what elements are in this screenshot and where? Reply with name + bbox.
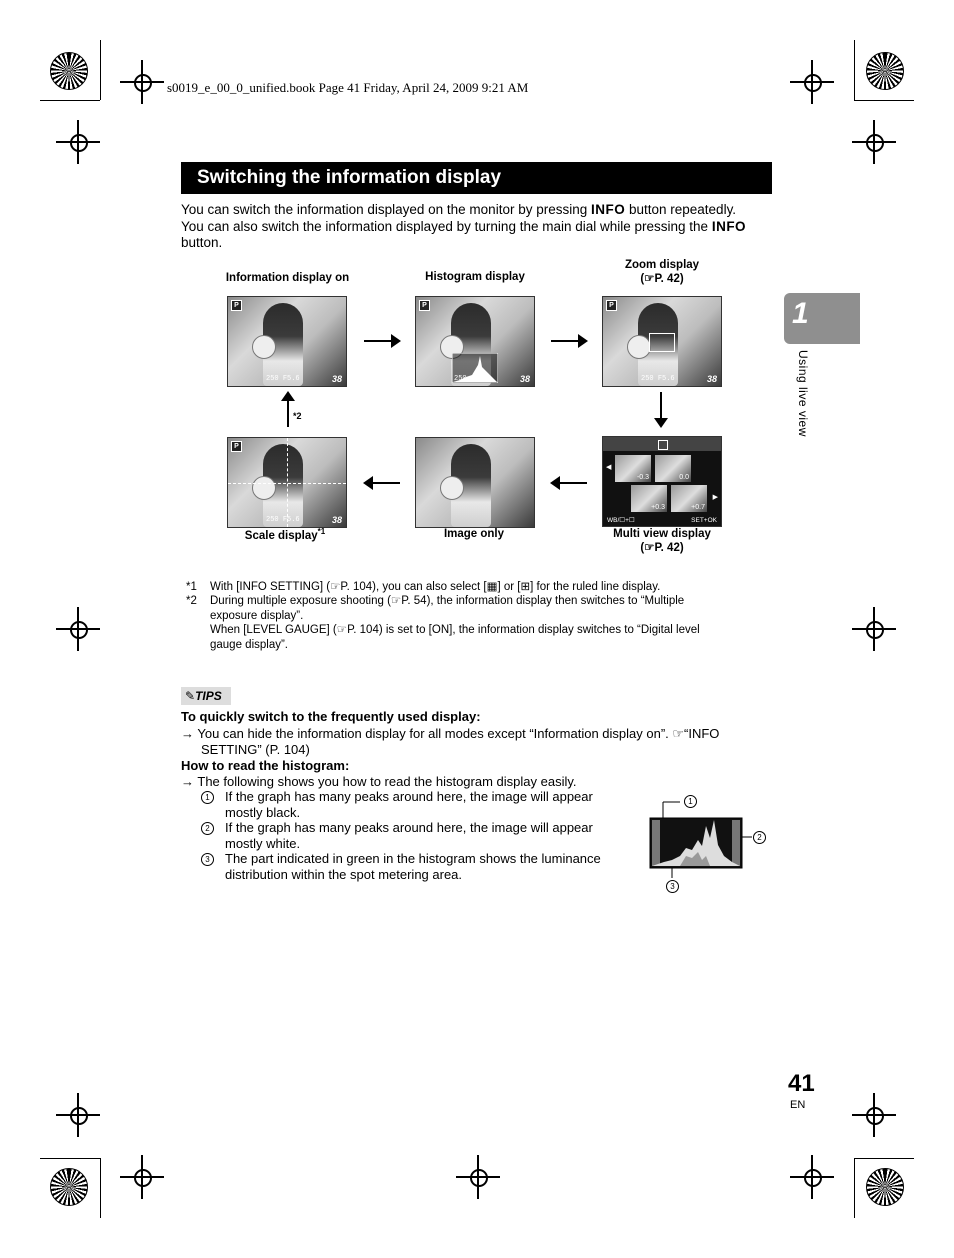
item-line: If the graph has many peaks around here, the image will appear <box>225 820 593 835</box>
footnote-mark: *2 <box>186 595 197 607</box>
multi-hint-left: WB/☐+☐ <box>607 517 635 524</box>
exposure-readout <box>641 375 675 383</box>
chapter-tab <box>784 293 860 344</box>
color-target-icon <box>866 1168 904 1206</box>
thumbnail <box>671 485 707 512</box>
crop-mark <box>854 1158 914 1159</box>
scroll-left-icon: ◀ <box>606 464 612 471</box>
scroll-right-icon: ▶ <box>712 494 718 501</box>
note-icon: ✎ <box>185 689 196 703</box>
tips-badge <box>181 687 231 705</box>
item-line: mostly white. <box>225 835 301 851</box>
crop-mark <box>854 1158 855 1218</box>
callout-number: 3 <box>666 880 679 893</box>
shot-count: 38 <box>331 374 342 384</box>
exposure-readout <box>454 375 488 383</box>
item-line: If the graph has many peaks around here, the image will appear <box>225 789 593 804</box>
exposure-comp-icon <box>658 440 668 450</box>
color-target-icon <box>50 52 88 90</box>
tip-text <box>181 726 771 757</box>
footnote-text <box>210 594 770 652</box>
mode-icon: P <box>231 441 242 452</box>
arrow-up-icon <box>287 393 289 427</box>
label-info-display-on: Information display on <box>225 272 350 284</box>
histogram-illustration <box>640 790 770 895</box>
label-image-only: Image only <box>443 528 505 540</box>
screen-info-display-on <box>227 296 347 387</box>
arrow-left-icon <box>365 482 400 484</box>
tip-heading: To quickly switch to the frequently used display: <box>181 709 481 724</box>
language-code: EN <box>790 1099 806 1111</box>
shutter-value: 250 <box>641 375 654 383</box>
footnote-mark: *1 <box>186 581 197 593</box>
footnote-line: During multiple exposure shooting (☞P. 54), the information display then switches to “Multiple <box>210 595 685 607</box>
footnote-line: exposure display”. <box>210 609 304 622</box>
label-multi-view <box>592 528 732 554</box>
thumbnail <box>655 455 691 482</box>
registration-mark-icon <box>66 1103 90 1127</box>
arrow-right-icon <box>551 340 586 342</box>
tips-label: TIPS <box>195 689 222 703</box>
footnote-ref: *1 <box>317 527 326 536</box>
color-target-icon <box>50 1168 88 1206</box>
thumbnail-value: 0.0 <box>679 474 689 481</box>
crop-mark <box>100 40 101 100</box>
crop-mark <box>40 1158 100 1159</box>
intro-text: You can switch the information displayed on the monitor by pressing <box>181 202 591 217</box>
chapter-number: 1 <box>792 297 809 330</box>
histogram-list <box>201 789 621 882</box>
page-number: 41 <box>788 1070 815 1097</box>
screen-multi-view <box>602 436 722 527</box>
mode-icon: P <box>231 300 242 311</box>
aperture-value: F5.6 <box>282 516 300 524</box>
exposure-readout <box>266 375 300 383</box>
intro-text: button. <box>181 235 223 250</box>
info-key: INFO <box>590 202 626 217</box>
registration-mark-icon <box>130 1165 154 1189</box>
shutter-value: 250 <box>266 375 279 383</box>
registration-mark-icon <box>130 70 154 94</box>
shutter-value: 250 <box>454 375 467 383</box>
crop-mark <box>854 100 914 101</box>
registration-mark-icon <box>800 70 824 94</box>
scale-label-text: Scale display <box>244 529 318 542</box>
info-key: INFO <box>711 218 747 234</box>
label-scale-display <box>215 527 355 542</box>
crop-mark <box>40 100 100 101</box>
tip-text: → The following shows you how to read the histogram display easily. <box>181 774 577 789</box>
item-line: distribution within the spot metering area. <box>225 866 463 882</box>
shutter-value: 250 <box>266 516 279 524</box>
tip-heading: How to read the histogram: <box>181 758 350 773</box>
list-item <box>201 820 621 851</box>
callout-number: 2 <box>753 831 766 844</box>
footnote-text: With [INFO SETTING] (☞P. 104), you can also select [▦] or [⊞] for the ruled line display. <box>210 581 661 593</box>
label-zoom-display <box>592 259 732 285</box>
shot-count: 38 <box>519 374 530 384</box>
thumbnail-value: +0.7 <box>691 504 705 511</box>
exposure-readout <box>266 516 300 524</box>
zoom-ref: (☞P. 42) <box>640 273 684 285</box>
registration-mark-icon <box>66 617 90 641</box>
item-number: 1 <box>201 791 214 804</box>
aperture-value: F5.6 <box>282 375 300 383</box>
footnote-line: When [LEVEL GAUGE] (☞P. 104) is set to [ON], the information display switches to “Digital level <box>210 624 700 636</box>
thumbnail <box>631 485 667 512</box>
screen-zoom-display <box>602 296 722 387</box>
tip-line: SETTING” (P. 104) <box>201 741 310 757</box>
arrow-note: *2 <box>293 411 302 421</box>
section-title: Switching the information display <box>197 167 502 188</box>
intro-paragraph <box>181 202 761 252</box>
list-item <box>201 789 621 820</box>
callout-number: 1 <box>684 795 697 808</box>
zoom-frame <box>649 333 675 352</box>
screen-scale-display <box>227 437 347 528</box>
label-histogram-display: Histogram display <box>425 271 525 283</box>
tip-line: → You can hide the information display for all modes except “Information display on”. ☞“INFO <box>181 726 720 741</box>
zoom-label-text: Zoom display <box>624 259 700 271</box>
item-line: mostly black. <box>225 804 301 820</box>
thumbnail-value: +0.3 <box>651 504 665 511</box>
crop-mark <box>100 1158 101 1218</box>
color-target-icon <box>866 52 904 90</box>
screen-image-only <box>415 437 535 528</box>
shot-count: 38 <box>706 374 717 384</box>
arrow-right-icon <box>364 340 399 342</box>
screen-histogram-display <box>415 296 535 387</box>
registration-mark-icon <box>466 1165 490 1189</box>
mode-icon: P <box>606 300 617 311</box>
thumbnail-value: -0.3 <box>636 474 649 481</box>
aperture-value: F5.6 <box>657 375 675 383</box>
multi-hint-right: SET+OK <box>691 517 717 524</box>
registration-mark-icon <box>862 130 886 154</box>
thumbnail <box>615 455 651 482</box>
mode-icon: P <box>419 300 430 311</box>
book-header: s0019_e_00_0_unified.book Page 41 Friday, April 24, 2009 9:21 AM <box>167 80 529 95</box>
intro-text: button repeatedly. You can also switch the information displayed by turning the main dial while pressing the <box>181 202 737 234</box>
item-number: 3 <box>201 853 214 866</box>
chapter-label: Using live view <box>796 350 810 437</box>
arrow-down-icon <box>660 392 662 426</box>
crop-mark <box>854 40 855 100</box>
registration-mark-icon <box>862 1103 886 1127</box>
arrow-left-icon <box>552 482 587 484</box>
registration-mark-icon <box>66 130 90 154</box>
registration-mark-icon <box>800 1165 824 1189</box>
registration-mark-icon <box>862 617 886 641</box>
item-number: 2 <box>201 822 214 835</box>
multi-label-text: Multi view display <box>613 528 711 540</box>
scale-vertical-line <box>287 438 288 527</box>
aperture-value: F5.6 <box>470 375 488 383</box>
list-item <box>201 851 621 882</box>
shot-count: 38 <box>331 515 342 525</box>
section-title-bar <box>181 162 772 194</box>
item-line: The part indicated in green in the histogram shows the luminance <box>225 851 601 866</box>
multi-ref: (☞P. 42) <box>640 542 684 554</box>
footnote-line: gauge display”. <box>210 638 288 651</box>
